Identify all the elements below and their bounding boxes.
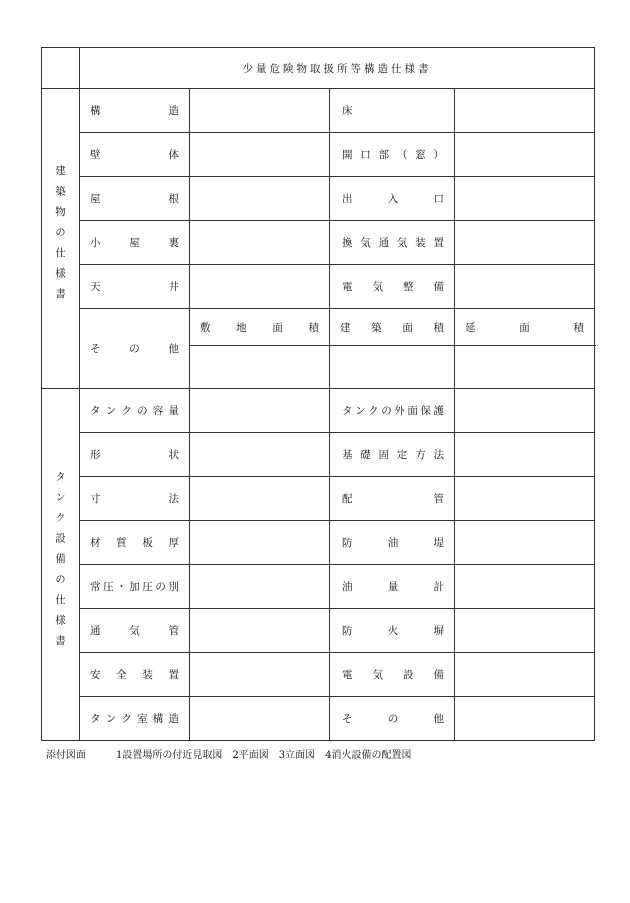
attachment-item: 3立面図 bbox=[278, 750, 316, 761]
area-header-cell bbox=[330, 309, 455, 346]
building-label-cell bbox=[80, 221, 190, 265]
other-label: そ の 他 bbox=[90, 343, 179, 355]
form-title: 少量危険物取扱所等構造仕様書 bbox=[80, 48, 595, 89]
tank-row-label: 油 量 計 bbox=[342, 581, 444, 593]
attachment-item: 1設置場所の付近見取図 bbox=[116, 750, 223, 761]
spec-table bbox=[41, 47, 595, 741]
tank-row-label: タ ン ク 室 構 造 bbox=[90, 713, 179, 725]
building-label-cell bbox=[80, 265, 190, 309]
building-value-cell[interactable] bbox=[190, 221, 330, 265]
attachment-item: 4消火設備の配置図 bbox=[325, 750, 412, 761]
building-value-cell[interactable] bbox=[190, 177, 330, 221]
tank-value-cell[interactable] bbox=[455, 433, 595, 477]
tank-value-cell[interactable] bbox=[190, 565, 330, 609]
tank-row-label: 材 質 板 厚 bbox=[90, 537, 179, 549]
building-value-cell[interactable] bbox=[455, 265, 595, 309]
building-value-cell[interactable] bbox=[455, 221, 595, 265]
tank-label-cell bbox=[80, 653, 190, 697]
tank-side-label: タンク設備の仕様書 bbox=[42, 389, 80, 741]
tank-row-label: タ ン ク の 外 面 保 護 bbox=[342, 405, 444, 417]
site-area-value[interactable] bbox=[190, 346, 330, 389]
building-label-cell bbox=[80, 89, 190, 133]
building-row-label: 構 造 bbox=[90, 105, 179, 117]
building-value-cell[interactable] bbox=[190, 265, 330, 309]
area-header-cell bbox=[190, 309, 330, 346]
tank-label-cell bbox=[80, 697, 190, 741]
tank-value-cell[interactable] bbox=[455, 697, 595, 741]
tank-row-label: 寸 法 bbox=[90, 493, 179, 505]
building-label-cell bbox=[80, 133, 190, 177]
tank-row-label: 形 状 bbox=[90, 449, 179, 461]
tank-value-cell[interactable] bbox=[190, 389, 330, 433]
attachments-label: 添付図面 bbox=[46, 750, 86, 761]
tank-row-label: 防 油 堤 bbox=[342, 537, 444, 549]
building-label-cell bbox=[330, 89, 455, 133]
building-value-cell[interactable] bbox=[455, 133, 595, 177]
building-side-label: 建築物の仕様書 bbox=[42, 89, 80, 389]
tank-label-cell bbox=[330, 609, 455, 653]
building-row-label: 出 入 口 bbox=[342, 193, 444, 205]
tank-row-label: そ の 他 bbox=[342, 713, 444, 725]
tank-label-cell bbox=[330, 697, 455, 741]
building-label-cell bbox=[80, 177, 190, 221]
tank-row-label: 電 気 設 備 bbox=[342, 669, 444, 681]
tank-value-cell[interactable] bbox=[455, 565, 595, 609]
building-label-cell bbox=[330, 177, 455, 221]
area-header: 延 面 積 bbox=[465, 321, 584, 334]
building-label-cell bbox=[330, 133, 455, 177]
tank-value-cell[interactable] bbox=[455, 477, 595, 521]
tank-value-cell[interactable] bbox=[190, 521, 330, 565]
building-row-label: 壁 体 bbox=[90, 149, 179, 161]
building-label-cell bbox=[330, 265, 455, 309]
tank-value-cell[interactable] bbox=[190, 653, 330, 697]
attachments-note bbox=[46, 746, 412, 761]
tank-label-cell bbox=[330, 477, 455, 521]
building-row-label: 開 口 部 （ 窓 ） bbox=[342, 149, 444, 161]
tank-row-label: タ ン ク の 容 量 bbox=[90, 405, 179, 417]
tank-label-cell bbox=[80, 609, 190, 653]
building-row-label: 屋 根 bbox=[90, 193, 179, 205]
tank-row-label: 配 管 bbox=[342, 493, 444, 505]
building-value-cell[interactable] bbox=[190, 133, 330, 177]
tank-label-cell bbox=[330, 565, 455, 609]
area-header-cell bbox=[455, 309, 595, 346]
tank-label-cell bbox=[330, 521, 455, 565]
corner-cell bbox=[42, 48, 80, 89]
tank-value-cell[interactable] bbox=[190, 433, 330, 477]
floor-area-value[interactable] bbox=[455, 346, 595, 389]
building-value-cell[interactable] bbox=[190, 89, 330, 133]
tank-label-cell bbox=[330, 389, 455, 433]
building-row-label: 天 井 bbox=[90, 281, 179, 293]
tank-label-cell bbox=[330, 433, 455, 477]
building-label-cell bbox=[330, 221, 455, 265]
building-value-cell[interactable] bbox=[455, 177, 595, 221]
building-row-label: 換 気 通 気 装 置 bbox=[342, 237, 444, 249]
tank-value-cell[interactable] bbox=[455, 609, 595, 653]
tank-label-cell bbox=[80, 433, 190, 477]
tank-label-cell bbox=[80, 389, 190, 433]
tank-label-cell bbox=[80, 565, 190, 609]
tank-row-label: 通 気 管 bbox=[90, 625, 179, 637]
building-value-cell[interactable] bbox=[455, 89, 595, 133]
tank-row-label: 安 全 装 置 bbox=[90, 669, 179, 681]
tank-value-cell[interactable] bbox=[190, 609, 330, 653]
building-row-label: 床 bbox=[342, 105, 353, 117]
tank-value-cell[interactable] bbox=[455, 653, 595, 697]
tank-label-cell bbox=[80, 521, 190, 565]
tank-row-label: 基 礎 固 定 方 法 bbox=[342, 449, 444, 461]
tank-label-cell bbox=[330, 653, 455, 697]
tank-value-cell[interactable] bbox=[190, 697, 330, 741]
tank-value-cell[interactable] bbox=[190, 477, 330, 521]
attachment-item: 2平面図 bbox=[232, 750, 269, 761]
tank-row-label: 防 火 塀 bbox=[342, 625, 444, 637]
tank-value-cell[interactable] bbox=[455, 389, 595, 433]
tank-label-cell bbox=[80, 477, 190, 521]
building-row-label: 小 屋 裏 bbox=[90, 237, 179, 249]
building-row-label: 電 気 整 備 bbox=[342, 281, 444, 293]
area-header: 建 築 面 積 bbox=[340, 321, 444, 334]
tank-value-cell[interactable] bbox=[455, 521, 595, 565]
area-header: 敷 地 面 積 bbox=[200, 321, 319, 334]
building-area-value[interactable] bbox=[330, 346, 455, 389]
tank-row-label: 常 圧 ・ 加 圧 の 別 bbox=[90, 581, 179, 593]
other-label-cell bbox=[80, 309, 190, 389]
